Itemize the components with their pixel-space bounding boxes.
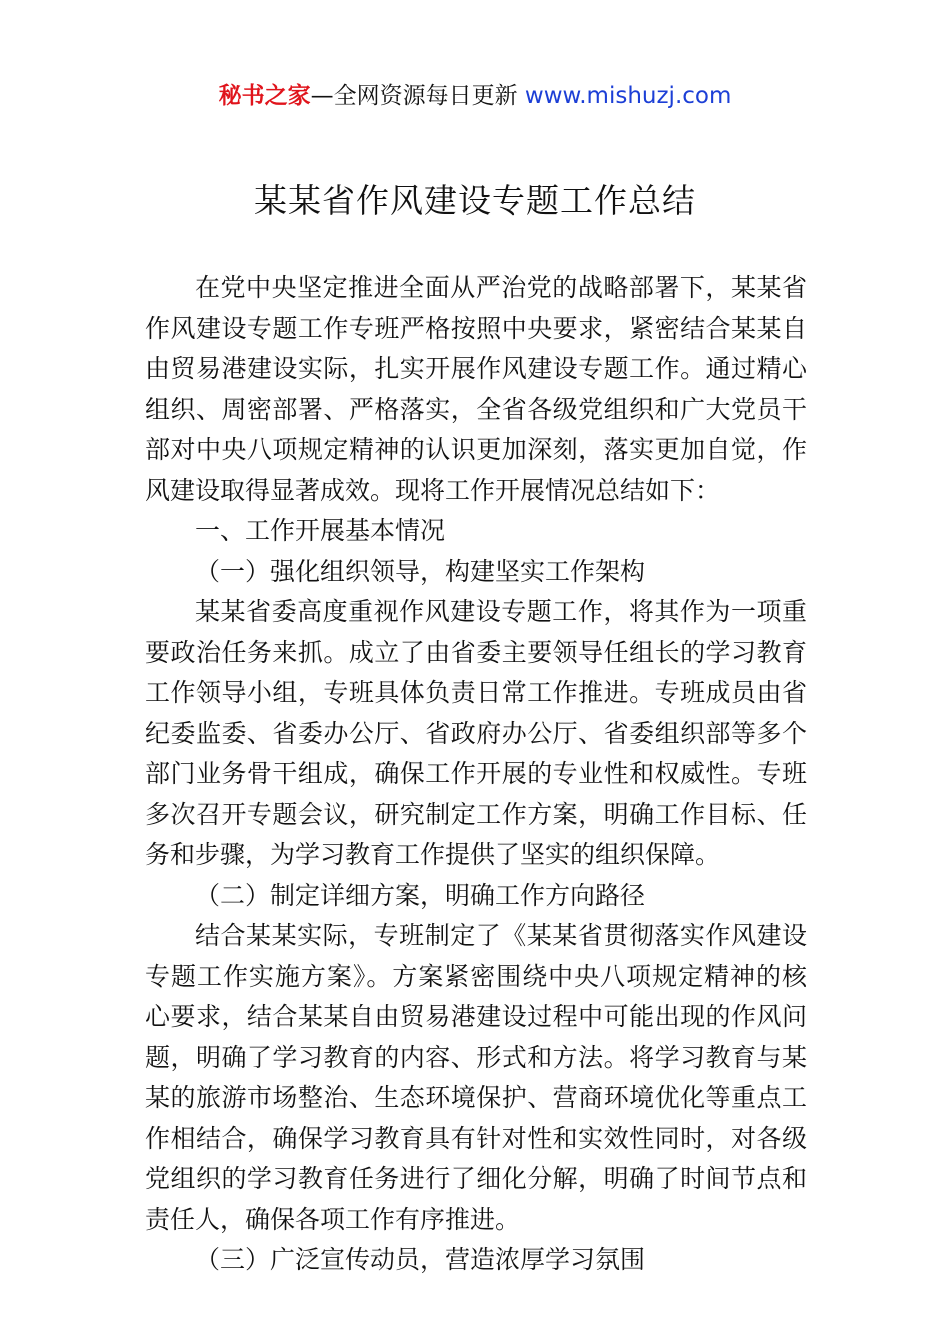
body-paragraph: 结合某某实际，专班制定了《某某省贯彻落实作风建设专题工作实施方案》。方案紧密围绕中央八项规定精神的核心要求，结合某某自由贸易港建设过程中可能出现的作风问题，明确了学习教育的内容、形式和方法。将学习教育与某某的旅游市场整治、生态环境保护、营商环境优化等重点工作相结合，确保学习教育具有针对性和实效性同时，对各级党组织的学习教育任务进行了细化分解，明确了时间节点和责任人，确保各项工作有序推进。 — [145, 921, 807, 1234]
site-header — [0, 80, 950, 112]
site-tagline: —全网资源每日更新 — [310, 83, 518, 109]
document-body — [145, 268, 807, 1281]
site-brand: 秘书之家 — [218, 83, 311, 109]
intro-paragraph: 在党中央坚定推进全面从严治党的战略部署下，某某省作风建设专题工作专班严格按照中央要求，紧密结合某某自由贸易港建设实际，扎实开展作风建设专题工作。通过精心组织、周密部署、严格落实，全省各级党组织和广大党员干部对中央八项规定精神的认识更加深刻，落实更加自觉，作风建设取得显著成效。现将工作开展情况总结如下： — [145, 273, 807, 505]
site-url-link[interactable]: www.mishuzj.com — [524, 83, 732, 109]
section-heading: 一、工作开展基本情况 — [195, 516, 446, 545]
subsection-heading: （一）强化组织领导，构建坚实工作架构 — [195, 556, 646, 586]
subsection-heading: （二）制定详细方案，明确工作方向路径 — [195, 880, 646, 910]
document-title: 某某省作风建设专题工作总结 — [254, 181, 696, 220]
body-paragraph: 某某省委高度重视作风建设专题工作，将其作为一项重要政治任务来抓。成立了由省委主要领导任组长的学习教育工作领导小组，专班具体负责日常工作推进。专班成员由省纪委监委、省委办公厅、省政府办公厅、省委组织部等多个部门业务骨干组成，确保工作开展的专业性和权威性。专班多次召开专题会议，研究制定工作方案，明确工作目标、任务和步骤，为学习教育工作提供了坚实的组织保障。 — [145, 597, 807, 869]
subsection-heading: （三）广泛宣传动员，营造浓厚学习氛围 — [195, 1245, 646, 1274]
